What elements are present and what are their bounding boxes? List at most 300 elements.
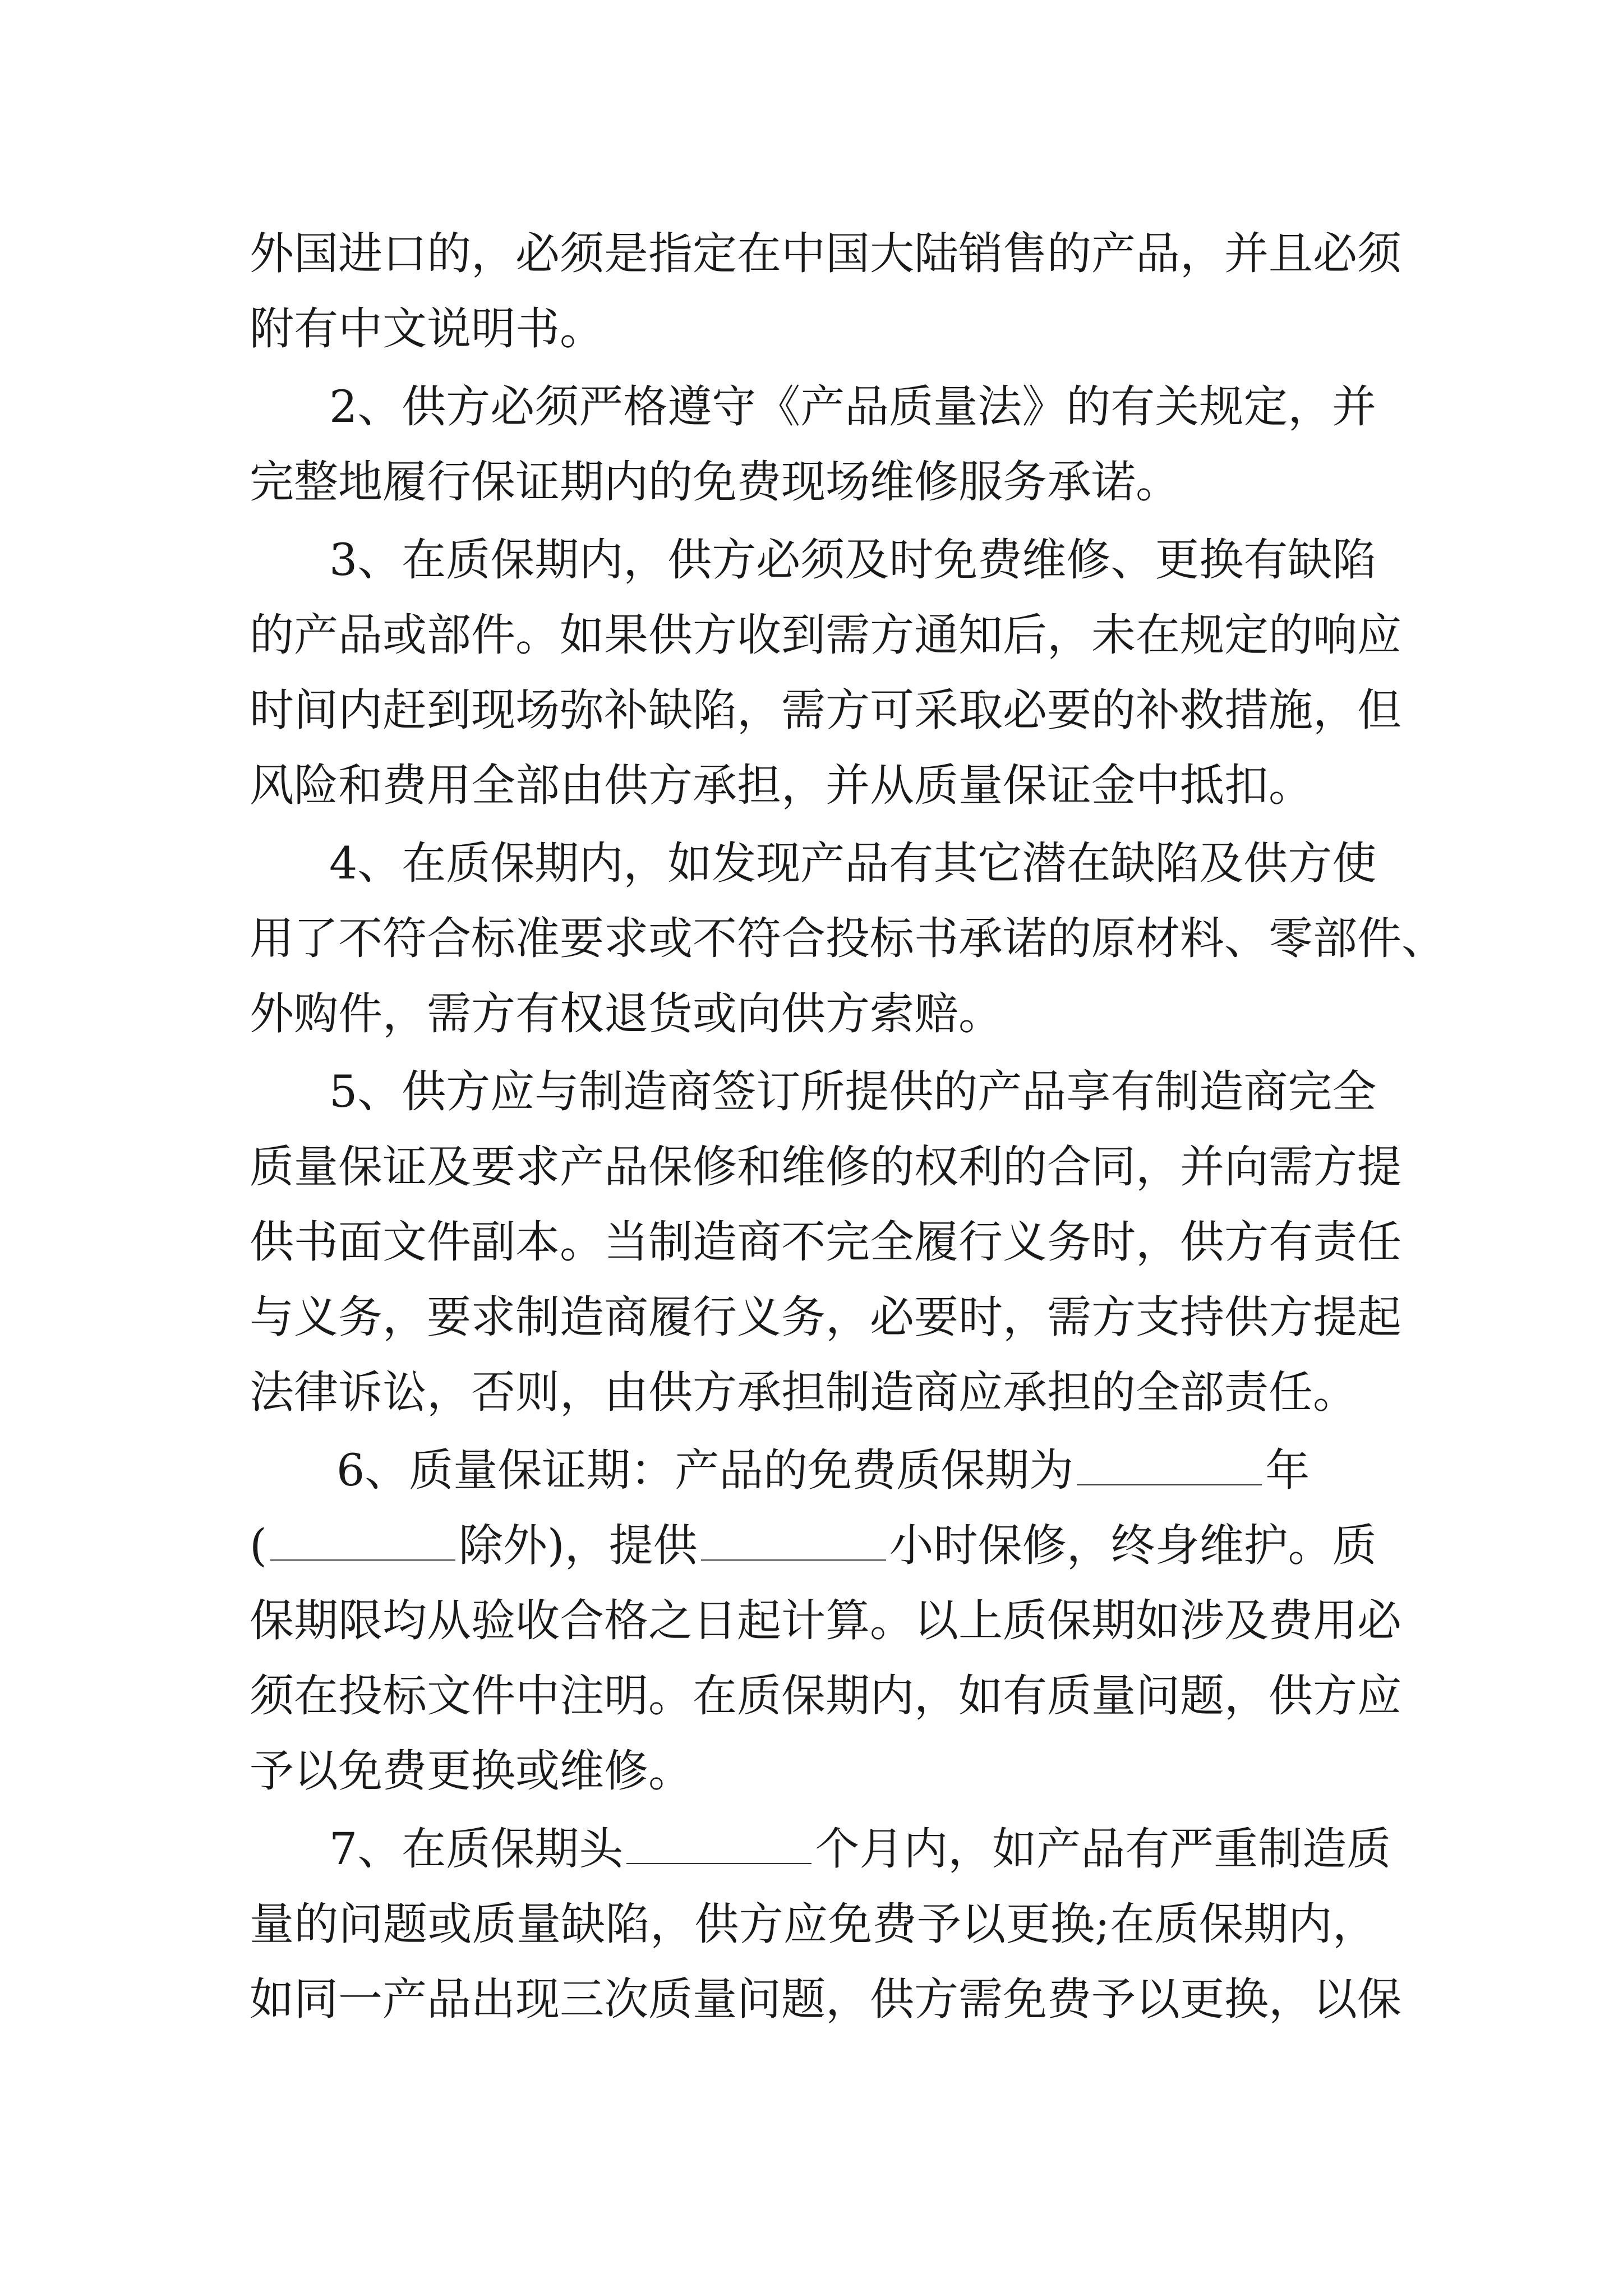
text-char: 履 xyxy=(914,1216,958,1268)
text-char: 后 xyxy=(1003,609,1047,661)
text-char: 需 xyxy=(826,609,870,661)
text-char: 求 xyxy=(471,1291,515,1343)
text-char: 方 xyxy=(739,1898,783,1950)
fill-in-blank xyxy=(626,1824,811,1864)
text-char: 外 xyxy=(250,228,294,279)
text-char: 造 xyxy=(693,1216,737,1268)
text-char: 格 xyxy=(604,1595,648,1646)
text-char: 务 xyxy=(338,1291,382,1343)
text-char: 方 xyxy=(1313,1670,1357,1722)
text-char: 保 xyxy=(250,1595,294,1646)
text-char: 支 xyxy=(1136,1291,1180,1343)
text-char: 要 xyxy=(914,1291,958,1343)
text-char: 合 xyxy=(560,1595,604,1646)
text-line xyxy=(250,444,1377,519)
text-char: 中 xyxy=(515,1670,560,1722)
text-char: 限 xyxy=(338,1595,382,1646)
text-char: 通 xyxy=(914,609,958,661)
text-char: 了 xyxy=(294,913,338,964)
text-line-content: 风险和费用全部由供方承担，并从质量保证金中抵扣。 xyxy=(250,760,1313,811)
text-char: 予 xyxy=(1091,1973,1136,2025)
text-char: 投 xyxy=(826,913,870,964)
text-char: 件 xyxy=(1357,913,1401,964)
text-char: 或 xyxy=(427,1898,472,1950)
text-char: 收 xyxy=(515,1595,560,1646)
text-char: 义 xyxy=(294,1291,338,1343)
text-char: 且 xyxy=(1269,228,1313,279)
text-char: 文 xyxy=(382,1216,427,1268)
text-char: 在 xyxy=(1110,1898,1155,1950)
text-char: 问 xyxy=(338,1898,383,1950)
text-char: 商 xyxy=(737,1216,781,1268)
text-char: 如 xyxy=(250,1973,294,2025)
text-char: 如 xyxy=(560,609,604,661)
text-char: 响 xyxy=(1313,609,1357,661)
text-char: 中 xyxy=(781,228,826,279)
text-line-content: 外购件，需方有权退货或向供方索赔。 xyxy=(250,988,1003,1039)
text-line-content: 3、在质保期内，供方必须及时免费维修、更换有缺陷 xyxy=(329,534,1377,586)
text-char: 用 xyxy=(1313,1595,1357,1646)
text-char: 向 xyxy=(1224,1141,1269,1193)
text-char: 行 xyxy=(958,1216,1003,1268)
text-char: 并 xyxy=(1180,1141,1224,1193)
text-char: 用 xyxy=(250,913,294,964)
text-char: 大 xyxy=(870,228,914,279)
text-char: 质 xyxy=(737,1670,781,1722)
text-segment: 个月内，如产品有严重制造质 xyxy=(815,1823,1391,1875)
text-char: ， xyxy=(382,1291,427,1343)
text-line xyxy=(250,597,1401,673)
text-char: 保 xyxy=(1198,1898,1243,1950)
text-char: 费 xyxy=(872,1898,917,1950)
text-char: 件 xyxy=(471,1670,515,1722)
text-char: 诺 xyxy=(1003,913,1047,964)
text-char: 现 xyxy=(515,1973,560,2025)
text-char: 方 xyxy=(1224,1216,1269,1268)
text-char: 费 xyxy=(1047,1973,1091,2025)
text-char: 证 xyxy=(382,1141,427,1193)
text-line-content: 2、供方必须严格遵守《产品质量法》的有关规定，并 xyxy=(329,381,1377,432)
text-char: ， xyxy=(914,1670,958,1722)
text-char: 的 xyxy=(1091,684,1136,736)
text-char: 量 xyxy=(294,1141,338,1193)
text-char: 与 xyxy=(250,1291,294,1343)
text-char: 时 xyxy=(1091,1216,1136,1268)
text-char: 采 xyxy=(914,684,958,736)
text-line xyxy=(250,901,1446,976)
text-char: 及 xyxy=(427,1141,471,1193)
text-line xyxy=(250,1887,1377,1962)
text-char: 定 xyxy=(693,228,737,279)
text-char: 不 xyxy=(781,1216,826,1268)
text-char: 现 xyxy=(471,684,515,736)
text-char: 合 xyxy=(1047,1141,1091,1193)
text-char: 方 xyxy=(914,1973,958,2025)
text-char: 陆 xyxy=(914,228,958,279)
text-line xyxy=(250,1204,1401,1280)
text-char: 国 xyxy=(294,228,338,279)
text-char: 方 xyxy=(870,609,914,661)
text-char: 补 xyxy=(1136,684,1180,736)
text-char: 持 xyxy=(1180,1291,1224,1343)
text-line xyxy=(250,976,1377,1051)
text-char: 商 xyxy=(604,1291,648,1343)
text-char: 修 xyxy=(693,1141,737,1193)
text-char: 标 xyxy=(471,913,515,964)
text-char: 全 xyxy=(870,1216,914,1268)
text-char: 件 xyxy=(471,609,515,661)
text-char: 零 xyxy=(1269,913,1313,964)
text-char: 须 xyxy=(250,1670,294,1722)
text-char: ， xyxy=(1136,1216,1180,1268)
text-char: 期 xyxy=(1243,1898,1288,1950)
text-char: 同 xyxy=(294,1973,338,2025)
text-char: ， xyxy=(826,1973,870,2025)
text-char: 须 xyxy=(1357,228,1401,279)
text-char: 提 xyxy=(1313,1291,1357,1343)
text-char: 品 xyxy=(338,609,382,661)
text-char: 但 xyxy=(1357,684,1401,736)
text-char: 面 xyxy=(338,1216,382,1268)
text-char: ， xyxy=(649,1898,694,1950)
text-char: 质 xyxy=(648,1973,693,2025)
text-char: 期 xyxy=(826,1670,870,1722)
text-char: 之 xyxy=(648,1595,693,1646)
text-char: 方 xyxy=(1313,1141,1357,1193)
text-char: 量 xyxy=(516,1898,561,1950)
text-line xyxy=(250,1280,1401,1355)
text-char: 算 xyxy=(826,1595,870,1646)
text-char: ， xyxy=(471,228,515,279)
text-line-content: 完整地履行保证期内的免费现场维修服务承诺。 xyxy=(250,456,1180,508)
text-char: 题 xyxy=(781,1973,826,2025)
text-line-content: 附有中文说明书。 xyxy=(250,303,604,355)
text-char: 更 xyxy=(1180,1973,1224,2025)
text-char: 方 xyxy=(1091,1291,1136,1343)
text-char: ， xyxy=(1313,684,1357,736)
text-char: 文 xyxy=(427,1670,471,1722)
text-char: 规 xyxy=(1180,609,1224,661)
text-char: 题 xyxy=(1180,1670,1224,1722)
text-char: 出 xyxy=(471,1973,515,2025)
text-line xyxy=(250,1508,1377,1583)
text-char: 务 xyxy=(1047,1216,1091,1268)
text-char: 三 xyxy=(560,1973,604,2025)
text-char: 书 xyxy=(914,913,958,964)
text-char: 原 xyxy=(1091,913,1136,964)
text-char: 次 xyxy=(604,1973,648,2025)
text-line xyxy=(250,1129,1401,1204)
text-char: 弥 xyxy=(560,684,604,736)
text-char: 不 xyxy=(338,913,382,964)
text-char: 售 xyxy=(1003,228,1047,279)
paragraph-first-line xyxy=(336,1433,1377,1508)
text-char: 如 xyxy=(958,1670,1003,1722)
text-char: 量 xyxy=(693,1973,737,2025)
text-char: ， xyxy=(1332,1898,1377,1950)
text-char: 免 xyxy=(1003,1973,1047,2025)
text-char: 合 xyxy=(781,913,826,964)
text-segment: 年 xyxy=(1265,1444,1310,1496)
text-char: 在 xyxy=(1136,609,1180,661)
text-char: ， xyxy=(1047,609,1091,661)
text-char: 量 xyxy=(250,1898,294,1950)
text-char: 是 xyxy=(604,228,648,279)
text-char: 取 xyxy=(958,684,1003,736)
text-char: 销 xyxy=(958,228,1003,279)
text-char: 标 xyxy=(382,1670,427,1722)
text-char: 救 xyxy=(1180,684,1224,736)
text-char: 责 xyxy=(1313,1216,1357,1268)
text-char: 应 xyxy=(1357,1670,1401,1722)
fill-in-blank xyxy=(701,1520,886,1561)
text-char: 或 xyxy=(648,913,693,964)
text-char: 。 xyxy=(648,1670,693,1722)
text-char: 均 xyxy=(382,1595,427,1646)
text-char: 可 xyxy=(870,684,914,736)
text-char: 计 xyxy=(781,1595,826,1646)
text-char: 应 xyxy=(1357,609,1401,661)
text-char: 要 xyxy=(471,1141,515,1193)
text-char: 义 xyxy=(1003,1216,1047,1268)
text-char: 施 xyxy=(1269,684,1313,736)
text-char: 予 xyxy=(916,1898,961,1950)
text-char: 内 xyxy=(1288,1898,1332,1950)
text-char: 的 xyxy=(1003,1141,1047,1193)
text-char: ， xyxy=(1180,228,1224,279)
text-char: 修 xyxy=(826,1141,870,1193)
text-char: 料 xyxy=(1180,913,1224,964)
text-char: 提 xyxy=(1357,1141,1401,1193)
text-char: 以 xyxy=(1313,1973,1357,2025)
text-char: 的 xyxy=(294,1898,339,1950)
text-char: 造 xyxy=(560,1291,604,1343)
text-char: 求 xyxy=(604,913,648,964)
text-char: 有 xyxy=(1003,1670,1047,1722)
text-char: 。 xyxy=(560,1216,604,1268)
text-char: 有 xyxy=(1269,1216,1313,1268)
text-char: 未 xyxy=(1091,609,1136,661)
text-line-content: 予以免费更换或维修。 xyxy=(250,1745,693,1797)
text-char: 免 xyxy=(828,1898,873,1950)
text-char: 产 xyxy=(382,1973,427,2025)
text-char: 起 xyxy=(737,1595,781,1646)
text-char: 内 xyxy=(870,1670,914,1722)
text-char: 、 xyxy=(1224,913,1269,964)
text-char: ， xyxy=(1269,1973,1313,2025)
text-line xyxy=(250,673,1401,748)
text-char: 果 xyxy=(604,609,648,661)
text-char: 维 xyxy=(781,1141,826,1193)
text-char: 期 xyxy=(1091,1595,1136,1646)
text-char: 到 xyxy=(427,684,471,736)
text-char: 陷 xyxy=(693,684,737,736)
text-char: ， xyxy=(737,684,781,736)
text-char: 质 xyxy=(1003,1595,1047,1646)
text-char: 供 xyxy=(1180,1216,1224,1268)
text-char: 同 xyxy=(1091,1141,1136,1193)
text-char: 需 xyxy=(958,1973,1003,2025)
text-char: 缺 xyxy=(561,1898,606,1950)
text-line xyxy=(250,291,1377,366)
text-char: 质 xyxy=(250,1141,294,1193)
text-char: 题 xyxy=(382,1898,427,1950)
text-char: 需 xyxy=(1047,1291,1091,1343)
text-segment: ( xyxy=(250,1520,267,1571)
text-segment: 小时保修，终身维护。质 xyxy=(889,1520,1377,1571)
text-char: 措 xyxy=(1224,684,1269,736)
text-char: 定 xyxy=(1224,609,1269,661)
text-char: 完 xyxy=(826,1216,870,1268)
text-char: 上 xyxy=(958,1595,1003,1646)
text-char: 的 xyxy=(1047,228,1091,279)
text-char: 方 xyxy=(1269,1291,1313,1343)
text-char: 要 xyxy=(560,913,604,964)
text-char: 口 xyxy=(382,228,427,279)
text-char: 书 xyxy=(294,1216,338,1268)
text-line xyxy=(250,216,1401,291)
text-char: 产 xyxy=(294,609,338,661)
text-char: 利 xyxy=(958,1141,1003,1193)
text-char: 指 xyxy=(648,228,693,279)
paragraph-first-line xyxy=(329,369,1377,444)
text-char: 保 xyxy=(338,1141,382,1193)
text-char: 问 xyxy=(737,1973,781,2025)
text-char: 及 xyxy=(1224,1595,1269,1646)
text-line xyxy=(250,1658,1401,1733)
text-char: 任 xyxy=(1357,1216,1401,1268)
text-char: 准 xyxy=(515,913,560,964)
text-char: ; xyxy=(1095,1898,1110,1950)
text-char: 供 xyxy=(694,1898,739,1950)
text-char: 的 xyxy=(1269,609,1313,661)
text-char: 要 xyxy=(427,1291,471,1343)
text-char: 在 xyxy=(294,1670,338,1722)
text-char: 如 xyxy=(1136,1595,1180,1646)
text-char: 投 xyxy=(338,1670,382,1722)
fill-in-blank xyxy=(1077,1445,1262,1485)
paragraph-first-line xyxy=(329,826,1377,901)
text-char: 收 xyxy=(737,609,781,661)
text-char: 。 xyxy=(515,609,560,661)
text-char: 产 xyxy=(560,1141,604,1193)
text-line xyxy=(250,1355,1377,1430)
text-char: 。 xyxy=(870,1595,914,1646)
text-char: 不 xyxy=(693,913,737,964)
text-char: 部 xyxy=(427,609,471,661)
text-char: 陷 xyxy=(605,1898,650,1950)
text-line xyxy=(250,1962,1401,2037)
text-char: 产 xyxy=(1091,228,1136,279)
text-char: 本 xyxy=(515,1216,560,1268)
text-line xyxy=(250,1583,1401,1658)
text-char: 换 xyxy=(1224,1973,1269,2025)
text-char: 内 xyxy=(338,684,382,736)
text-char: 应 xyxy=(783,1898,828,1950)
text-char: 到 xyxy=(781,609,826,661)
text-char: 务 xyxy=(781,1291,826,1343)
text-char: 质 xyxy=(472,1898,517,1950)
text-char: 品 xyxy=(1136,228,1180,279)
text-char: 或 xyxy=(382,609,427,661)
text-char: 副 xyxy=(471,1216,515,1268)
text-char: 方 xyxy=(693,609,737,661)
text-char: 进 xyxy=(338,228,382,279)
text-char: 注 xyxy=(560,1670,604,1722)
text-char: ， xyxy=(1003,1291,1047,1343)
text-char: 供 xyxy=(1224,1291,1269,1343)
text-line-content: 4、在质保期内，如发现产品有其它潜在缺陷及供方使 xyxy=(329,838,1377,889)
text-char: 赶 xyxy=(382,684,427,736)
text-char: 必 xyxy=(870,1291,914,1343)
text-char: 方 xyxy=(826,684,870,736)
text-char: 义 xyxy=(737,1291,781,1343)
text-char: 行 xyxy=(693,1291,737,1343)
paragraph-first-line xyxy=(329,522,1377,597)
text-char: 品 xyxy=(427,1973,471,2025)
text-char: 供 xyxy=(250,1216,294,1268)
text-char: 以 xyxy=(961,1898,1006,1950)
text-char: 必 xyxy=(515,228,560,279)
text-char: 供 xyxy=(1269,1670,1313,1722)
text-char: 问 xyxy=(1136,1670,1180,1722)
text-char: 件 xyxy=(427,1216,471,1268)
text-char: 承 xyxy=(958,913,1003,964)
text-char: 补 xyxy=(604,684,648,736)
text-char: 材 xyxy=(1136,913,1180,964)
text-char: 换 xyxy=(1050,1898,1095,1950)
text-char: 合 xyxy=(427,913,471,964)
text-char: 涉 xyxy=(1180,1595,1224,1646)
text-char: 以 xyxy=(1136,1973,1180,2025)
text-char: 场 xyxy=(515,684,560,736)
text-char: 质 xyxy=(1154,1898,1199,1950)
text-char: 要 xyxy=(1047,684,1091,736)
text-char: 缺 xyxy=(648,684,693,736)
paragraph-first-line xyxy=(329,1811,1391,1887)
text-char: 以 xyxy=(914,1595,958,1646)
text-char: 更 xyxy=(1006,1898,1050,1950)
text-char: 知 xyxy=(958,609,1003,661)
text-char: 并 xyxy=(1224,228,1269,279)
text-line-content: 法律诉讼，否则，由供方承担制造商应承担的全部责任。 xyxy=(250,1366,1357,1418)
text-char: 必 xyxy=(1313,228,1357,279)
fill-in-blank xyxy=(270,1520,455,1561)
text-char: ， xyxy=(826,1291,870,1343)
text-char: 的 xyxy=(427,228,471,279)
text-char: 标 xyxy=(870,913,914,964)
text-segment: 7、在质保期头 xyxy=(329,1823,624,1875)
text-char: 当 xyxy=(604,1216,648,1268)
text-char: 从 xyxy=(427,1595,471,1646)
text-char: 时 xyxy=(958,1291,1003,1343)
text-char: 保 xyxy=(1357,1973,1401,2025)
text-char: 制 xyxy=(648,1216,693,1268)
text-char: 质 xyxy=(1047,1670,1091,1722)
text-char: 制 xyxy=(515,1291,560,1343)
text-char: 在 xyxy=(693,1670,737,1722)
text-char: 、 xyxy=(1401,913,1446,964)
text-char: 保 xyxy=(1047,1595,1091,1646)
text-char: 必 xyxy=(1357,1595,1401,1646)
text-char: 期 xyxy=(294,1595,338,1646)
text-char: 求 xyxy=(515,1141,560,1193)
text-line xyxy=(250,1733,1377,1809)
text-char: 符 xyxy=(382,913,427,964)
text-char: 起 xyxy=(1357,1291,1401,1343)
text-char: 供 xyxy=(870,1973,914,2025)
text-char: 部 xyxy=(1313,913,1357,964)
